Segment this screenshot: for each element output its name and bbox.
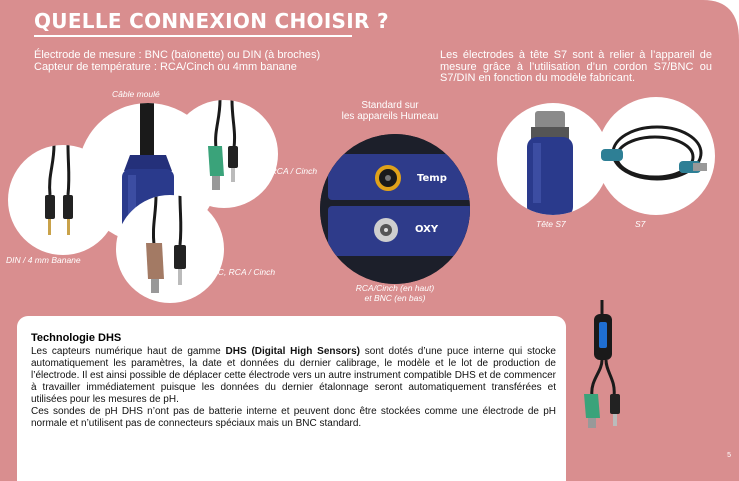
connection-info [34,50,320,73]
panel-label-temp: Temp [417,173,447,184]
standard-label-line: les appareils Humeau [341,111,439,122]
panel-caption [340,283,450,303]
dhs-text-part: Les capteurs numérique haut de gamme [31,346,226,357]
dhs-text-bold: DHS (Digital High Sensors) [225,346,360,357]
caption-bnc-rca-bottom: BNC, RCA / Cinch [206,267,276,277]
caption-bnc-rca-top: BNC, RCA / Cinch [248,166,318,176]
dhs-text-part: sont dotés d’une puce interne qui stocke automatiquement les paramètres, la date et données du dernier calibrage, le modèle et le lot de production de l’électrode. Il est ainsi possible de déplacer cette électrode vers un autre instrument compatible DHS et de commencer à travailler immédiatement puisque les données du dernier étalonnage seront automatiquement transférées et utilisées pour les mesures de pH. [31,346,556,405]
dhs-text-part: Ces sondes de pH DHS n’ont pas de batterie interne et peuvent donc être stockées comme une électrode de pH normale et n’utilisent pas de connecteurs spéciaux mais un BNC standard. [31,406,556,429]
panel-caption-line: et BNC (en bas) [364,293,426,303]
caption-s7: S7 [635,219,646,229]
panel-caption-line: RCA/Cinch (en haut) [355,283,435,293]
page-title: QUELLE CONNEXION CHOISIR ? [34,9,389,33]
caption-molded-cable: Câble moulé [112,89,160,99]
connection-info-line: Capteur de température : RCA/Cinch ou 4mm banane [34,60,297,73]
standard-label [340,100,440,122]
panel-label-oxy: OXY [415,224,439,235]
din-banana-connector-image [8,145,118,255]
bnc-rca-green-connector-image [170,100,278,208]
s7-head-image [497,103,609,215]
connection-info-line: Électrode de mesure : BNC (baïonette) ou DIN (à broches) [34,49,321,61]
caption-s7-head: Tête S7 [536,219,566,229]
dhs-box-title: Technologie DHS [31,332,122,344]
bnc-rca-brown-connector-image [116,195,224,303]
standard-label-line: Standard sur [361,100,419,111]
page-number: 5 [727,452,731,459]
dhs-box-text [31,346,556,430]
dhs-probe-image [572,300,632,430]
s7-cable-image [597,97,715,215]
instrument-panel-image [320,134,470,284]
title-underline [34,35,352,37]
caption-din-banana: DIN / 4 mm Banane [6,255,81,265]
s7-info: Les électrodes à tête S7 sont à relier à l’appareil de mesure grâce à l’utilisation d’un cordon S7/BNC ou S7/DIN en fonction du modèle fabricant. [440,49,712,84]
